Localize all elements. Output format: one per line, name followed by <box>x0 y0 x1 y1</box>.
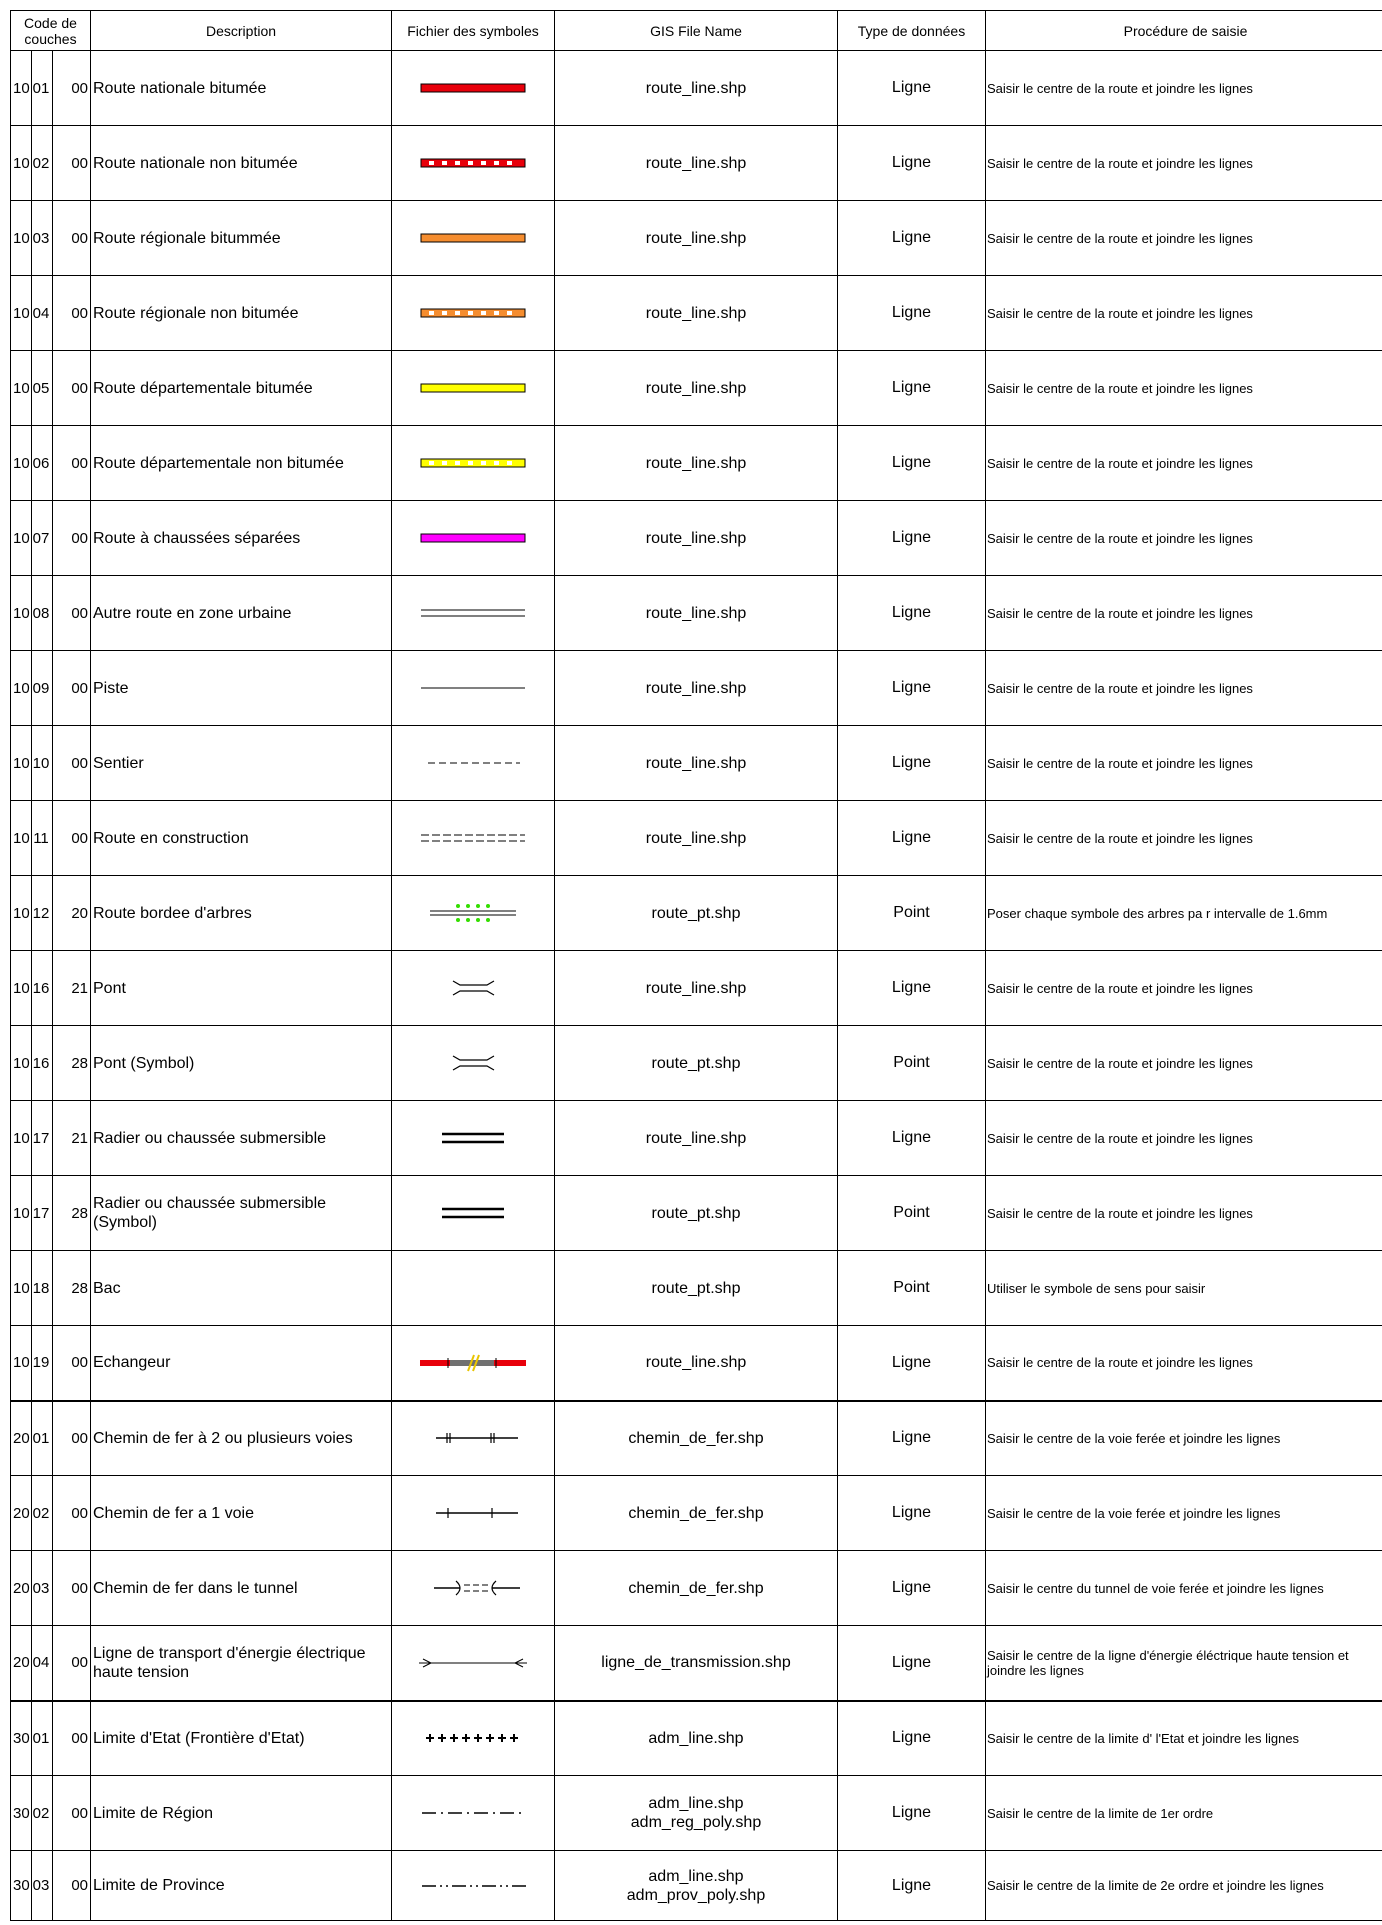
gis-file-name: ligne_de_transmission.shp <box>601 1654 791 1672</box>
code-group: 10 <box>11 426 32 501</box>
none-symbol <box>420 1279 526 1297</box>
procedure-cell: Saisir le centre de la route et joindre les lignes <box>986 351 1382 426</box>
description-cell: Sentier <box>91 726 392 801</box>
data-type-cell: Point <box>838 1251 986 1326</box>
code-subgroup: 02 <box>32 126 53 201</box>
code-suffix: 00 <box>53 201 91 276</box>
power-line-symbol <box>405 1654 541 1672</box>
double-dashed-line-symbol <box>420 829 526 847</box>
table-row <box>11 1851 1382 1921</box>
data-type-cell: Ligne <box>838 1476 986 1551</box>
symbol-cell <box>392 276 555 351</box>
code-suffix: 00 <box>53 351 91 426</box>
data-type-cell: Ligne <box>838 951 986 1026</box>
symbol-cell <box>392 1176 555 1251</box>
description-cell: Ligne de transport d'énergie électrique haute tension <box>91 1626 392 1701</box>
gis-file-cell <box>555 501 838 576</box>
gis-file-cell <box>555 801 838 876</box>
code-suffix: 00 <box>53 1701 91 1776</box>
gis-file-cell <box>555 876 838 951</box>
plus-line-symbol <box>420 1729 526 1747</box>
gis-file-name: adm_line.shp <box>648 1795 744 1812</box>
data-type-cell: Ligne <box>838 51 986 126</box>
gis-file-cell <box>555 726 838 801</box>
code-group: 30 <box>11 1776 32 1851</box>
procedure-cell: Saisir le centre de la voie ferée et joindre les lignes <box>986 1401 1382 1476</box>
code-subgroup: 04 <box>32 1626 53 1701</box>
dashed-line-symbol <box>420 754 526 772</box>
description-cell: Radier ou chaussée submersible (Symbol) <box>91 1176 392 1251</box>
gis-file-cell <box>555 1551 838 1626</box>
data-type-cell: Ligne <box>838 1701 986 1776</box>
code-subgroup: 17 <box>32 1101 53 1176</box>
gis-file-cell <box>555 1251 838 1326</box>
code-subgroup: 18 <box>32 1251 53 1326</box>
table-row <box>11 951 1382 1026</box>
code-group: 10 <box>11 1326 32 1401</box>
code-subgroup: 11 <box>32 801 53 876</box>
code-group: 10 <box>11 276 32 351</box>
gis-file-name: chemin_de_fer.shp <box>628 1429 764 1447</box>
code-group: 30 <box>11 1851 32 1921</box>
code-suffix: 00 <box>53 1326 91 1401</box>
table-row <box>11 651 1382 726</box>
gis-file-cell <box>555 1401 838 1476</box>
symbol-cell <box>392 1626 555 1701</box>
description-cell: Chemin de fer à 2 ou plusieurs voies <box>91 1401 392 1476</box>
data-type-cell: Ligne <box>838 276 986 351</box>
code-suffix: 00 <box>53 726 91 801</box>
symbol-cell <box>392 1551 555 1626</box>
header-gis: GIS File Name <box>555 11 838 51</box>
rail-tunnel-symbol <box>420 1579 526 1597</box>
double-thick-short-symbol <box>420 1129 526 1147</box>
description-cell: Route régionale bitummée <box>91 201 392 276</box>
table-row <box>11 876 1382 951</box>
data-type-cell: Ligne <box>838 426 986 501</box>
gis-file-name: route_line.shp <box>645 829 747 847</box>
description-cell: Route nationale non bitumée <box>91 126 392 201</box>
code-suffix: 00 <box>53 576 91 651</box>
data-type-cell: Ligne <box>838 1326 986 1401</box>
procedure-cell: Saisir le centre de la route et joindre les lignes <box>986 726 1382 801</box>
table-row <box>11 351 1382 426</box>
code-subgroup: 12 <box>32 876 53 951</box>
tree-lined-road-symbol <box>420 904 526 922</box>
header-code: Code de couches <box>11 11 91 51</box>
header-symbol: Fichier des symboles <box>392 11 555 51</box>
symbol-cell <box>392 1251 555 1326</box>
description-cell: Pont <box>91 951 392 1026</box>
description-cell: Route nationale bitumée <box>91 51 392 126</box>
gis-file-name: route_line.shp <box>645 1354 747 1372</box>
gis-file-cell <box>555 1326 838 1401</box>
code-subgroup: 06 <box>32 426 53 501</box>
symbol-cell <box>392 1026 555 1101</box>
procedure-cell: Saisir le centre de la voie ferée et joindre les lignes <box>986 1476 1382 1551</box>
gis-file-cell <box>555 1176 838 1251</box>
table-row <box>11 1476 1382 1551</box>
code-subgroup: 01 <box>32 1401 53 1476</box>
symbol-cell <box>392 1401 555 1476</box>
data-type-cell: Ligne <box>838 201 986 276</box>
code-suffix: 28 <box>53 1026 91 1101</box>
symbol-cell <box>392 1776 555 1851</box>
symbol-cell <box>392 726 555 801</box>
gis-file-cell <box>555 351 838 426</box>
procedure-cell: Utiliser le symbole de sens pour saisir <box>986 1251 1382 1326</box>
description-cell: Pont (Symbol) <box>91 1026 392 1101</box>
data-type-cell: Ligne <box>838 1776 986 1851</box>
code-group: 10 <box>11 726 32 801</box>
table-row <box>11 276 1382 351</box>
gis-file-cell <box>555 1626 838 1701</box>
procedure-cell: Saisir le centre de la route et joindre les lignes <box>986 426 1382 501</box>
interchange-symbol <box>420 1354 526 1372</box>
symbol-cell <box>392 426 555 501</box>
procedure-cell: Saisir le centre de la limite de 2e ordre et joindre les lignes <box>986 1851 1382 1921</box>
gis-file-cell <box>555 651 838 726</box>
procedure-cell: Saisir le centre de la route et joindre les lignes <box>986 576 1382 651</box>
table-row <box>11 1776 1382 1851</box>
code-group: 10 <box>11 351 32 426</box>
symbol-cell <box>392 1701 555 1776</box>
table-row <box>11 1701 1382 1776</box>
symbol-cell <box>392 1101 555 1176</box>
data-type-cell: Ligne <box>838 1101 986 1176</box>
table-row <box>11 201 1382 276</box>
code-suffix: 00 <box>53 126 91 201</box>
code-group: 10 <box>11 51 32 126</box>
gis-file-name: route_line.shp <box>645 454 747 472</box>
procedure-cell: Saisir le centre de la route et joindre les lignes <box>986 951 1382 1026</box>
data-type-cell: Ligne <box>838 576 986 651</box>
code-group: 20 <box>11 1476 32 1551</box>
code-group: 20 <box>11 1551 32 1626</box>
table-row <box>11 501 1382 576</box>
code-subgroup: 16 <box>32 1026 53 1101</box>
code-group: 10 <box>11 201 32 276</box>
procedure-cell: Saisir le centre de la route et joindre les lignes <box>986 126 1382 201</box>
table-row <box>11 1176 1382 1251</box>
code-suffix: 28 <box>53 1176 91 1251</box>
red-dashed-road-symbol <box>420 154 526 172</box>
code-suffix: 00 <box>53 501 91 576</box>
table-row <box>11 1551 1382 1626</box>
gis-file-cell <box>555 276 838 351</box>
gis-file-name: route_line.shp <box>645 979 747 997</box>
code-suffix: 00 <box>53 1476 91 1551</box>
gis-file-name: route_line.shp <box>645 154 747 172</box>
data-type-cell: Point <box>838 876 986 951</box>
description-cell: Route en construction <box>91 801 392 876</box>
procedure-cell: Saisir le centre de la route et joindre les lignes <box>986 1176 1382 1251</box>
header-row <box>11 11 1382 51</box>
code-subgroup: 10 <box>32 726 53 801</box>
gis-file-name: adm_reg_poly.shp <box>630 1814 762 1831</box>
code-suffix: 00 <box>53 1851 91 1921</box>
code-suffix: 00 <box>53 1626 91 1701</box>
gis-file-name: chemin_de_fer.shp <box>628 1579 764 1597</box>
data-type-cell: Ligne <box>838 1626 986 1701</box>
gis-file-name: route_line.shp <box>645 379 747 397</box>
symbol-cell <box>392 351 555 426</box>
description-cell: Limite d'Etat (Frontière d'Etat) <box>91 1701 392 1776</box>
gis-file-name: route_line.shp <box>645 229 747 247</box>
double-thick-short-symbol <box>420 1204 526 1222</box>
data-type-cell: Ligne <box>838 126 986 201</box>
description-cell: Route à chaussées séparées <box>91 501 392 576</box>
table-row <box>11 726 1382 801</box>
gis-file-cell <box>555 1701 838 1776</box>
gis-file-cell <box>555 1026 838 1101</box>
code-suffix: 21 <box>53 1101 91 1176</box>
dash-dot-dot-line-symbol <box>420 1877 526 1895</box>
data-type-cell: Point <box>838 1026 986 1101</box>
symbol-cell <box>392 201 555 276</box>
procedure-cell: Saisir le centre de la ligne d'énergie éléctrique haute tension et joindre les lignes <box>986 1626 1382 1701</box>
gis-file-name: route_pt.shp <box>651 904 741 922</box>
description-cell: Autre route en zone urbaine <box>91 576 392 651</box>
description-cell: Bac <box>91 1251 392 1326</box>
table-row <box>11 801 1382 876</box>
gis-file-name: route_line.shp <box>645 529 747 547</box>
procedure-cell: Saisir le centre de la route et joindre les lignes <box>986 801 1382 876</box>
code-group: 10 <box>11 801 32 876</box>
code-group: 10 <box>11 501 32 576</box>
code-subgroup: 07 <box>32 501 53 576</box>
code-group: 10 <box>11 1251 32 1326</box>
code-suffix: 20 <box>53 876 91 951</box>
table-row <box>11 1401 1382 1476</box>
description-cell: Route départementale bitumée <box>91 351 392 426</box>
orange-solid-road-symbol <box>420 229 526 247</box>
table-row <box>11 426 1382 501</box>
gis-file-name: adm_line.shp <box>648 1729 744 1747</box>
code-suffix: 28 <box>53 1251 91 1326</box>
description-cell: Limite de Province <box>91 1851 392 1921</box>
gis-file-name: route_pt.shp <box>651 1204 741 1222</box>
gis-file-name: adm_prov_poly.shp <box>626 1886 766 1904</box>
table-row <box>11 576 1382 651</box>
code-suffix: 00 <box>53 1776 91 1851</box>
symbol-cell <box>392 651 555 726</box>
code-subgroup: 19 <box>32 1326 53 1401</box>
gis-file-name: route_pt.shp <box>651 1054 741 1072</box>
code-suffix: 00 <box>53 1551 91 1626</box>
gis-file-name: route_line.shp <box>645 79 747 97</box>
gis-file-cell <box>555 1101 838 1176</box>
description-cell: Route départementale non bitumée <box>91 426 392 501</box>
yellow-solid-road-symbol <box>420 379 526 397</box>
code-subgroup: 08 <box>32 576 53 651</box>
code-suffix: 00 <box>53 426 91 501</box>
description-cell: Route régionale non bitumée <box>91 276 392 351</box>
table-row <box>11 1326 1382 1401</box>
code-subgroup: 03 <box>32 1551 53 1626</box>
code-subgroup: 17 <box>32 1176 53 1251</box>
procedure-cell: Poser chaque symbole des arbres pa r intervalle de 1.6mm <box>986 876 1382 951</box>
description-cell: Route bordee d'arbres <box>91 876 392 951</box>
gis-file-name: route_line.shp <box>645 1129 747 1147</box>
code-group: 10 <box>11 576 32 651</box>
gis-file-name: route_line.shp <box>645 604 747 622</box>
data-type-cell: Ligne <box>838 651 986 726</box>
table-row <box>11 1626 1382 1701</box>
magenta-solid-road-symbol <box>420 529 526 547</box>
code-subgroup: 01 <box>32 51 53 126</box>
gis-file-name: adm_line.shp <box>648 1867 744 1885</box>
gis-file-name: chemin_de_fer.shp <box>628 1504 764 1522</box>
gis-file-cell <box>555 1476 838 1551</box>
orange-dashed-road-symbol <box>420 304 526 322</box>
data-type-cell: Ligne <box>838 351 986 426</box>
code-group: 10 <box>11 1176 32 1251</box>
procedure-cell: Saisir le centre de la route et joindre les lignes <box>986 1326 1382 1401</box>
procedure-cell: Saisir le centre du tunnel de voie ferée et joindre les lignes <box>986 1551 1382 1626</box>
description-cell: Limite de Région <box>91 1776 392 1851</box>
code-group: 10 <box>11 1101 32 1176</box>
gis-file-cell <box>555 1776 838 1851</box>
legend-table <box>10 10 1382 1921</box>
bridge-symbol <box>420 1054 526 1072</box>
procedure-cell: Saisir le centre de la route et joindre les lignes <box>986 1101 1382 1176</box>
code-group: 20 <box>11 1626 32 1701</box>
table-row <box>11 1251 1382 1326</box>
code-suffix: 00 <box>53 801 91 876</box>
symbol-cell <box>392 951 555 1026</box>
table-row <box>11 126 1382 201</box>
symbol-cell <box>392 1476 555 1551</box>
description-cell: Chemin de fer dans le tunnel <box>91 1551 392 1626</box>
data-type-cell: Ligne <box>838 501 986 576</box>
table-row <box>11 1101 1382 1176</box>
gis-file-cell <box>555 951 838 1026</box>
code-suffix: 00 <box>53 276 91 351</box>
header-procedure: Procédure de saisie <box>986 11 1382 51</box>
gis-file-name: route_line.shp <box>645 679 747 697</box>
double-thin-line-symbol <box>420 604 526 622</box>
gis-file-cell <box>555 426 838 501</box>
table-body <box>11 51 1382 1921</box>
gis-file-cell <box>555 51 838 126</box>
procedure-cell: Saisir le centre de la route et joindre les lignes <box>986 201 1382 276</box>
code-group: 20 <box>11 1401 32 1476</box>
description-cell: Radier ou chaussée submersible <box>91 1101 392 1176</box>
data-type-cell: Ligne <box>838 726 986 801</box>
gis-file-cell <box>555 201 838 276</box>
description-cell: Piste <box>91 651 392 726</box>
symbol-cell <box>392 126 555 201</box>
code-subgroup: 02 <box>32 1476 53 1551</box>
procedure-cell: Saisir le centre de la route et joindre les lignes <box>986 1026 1382 1101</box>
procedure-cell: Saisir le centre de la limite d' l'Etat et joindre les lignes <box>986 1701 1382 1776</box>
code-group: 10 <box>11 876 32 951</box>
dash-dot-line-symbol <box>420 1804 526 1822</box>
code-group: 30 <box>11 1701 32 1776</box>
gis-file-cell <box>555 1851 838 1921</box>
gis-file-name: route_line.shp <box>645 754 747 772</box>
symbol-cell <box>392 51 555 126</box>
procedure-cell: Saisir le centre de la route et joindre les lignes <box>986 51 1382 126</box>
code-suffix: 00 <box>53 651 91 726</box>
gis-file-cell <box>555 126 838 201</box>
code-subgroup: 01 <box>32 1701 53 1776</box>
code-subgroup: 03 <box>32 1851 53 1921</box>
code-suffix: 21 <box>53 951 91 1026</box>
symbol-cell <box>392 1326 555 1401</box>
symbol-cell <box>392 801 555 876</box>
data-type-cell: Ligne <box>838 1851 986 1921</box>
bridge-symbol <box>420 979 526 997</box>
code-group: 10 <box>11 1026 32 1101</box>
procedure-cell: Saisir le centre de la route et joindre les lignes <box>986 501 1382 576</box>
single-thin-line-symbol <box>420 679 526 697</box>
data-type-cell: Ligne <box>838 1551 986 1626</box>
table-row <box>11 1026 1382 1101</box>
code-group: 10 <box>11 126 32 201</box>
yellow-dashed-road-symbol <box>420 454 526 472</box>
red-solid-road-symbol <box>420 79 526 97</box>
code-group: 10 <box>11 951 32 1026</box>
code-subgroup: 16 <box>32 951 53 1026</box>
header-description: Description <box>91 11 392 51</box>
symbol-cell <box>392 1851 555 1921</box>
code-subgroup: 03 <box>32 201 53 276</box>
rail-single-symbol <box>420 1504 526 1522</box>
header-type: Type de données <box>838 11 986 51</box>
description-cell: Chemin de fer a 1 voie <box>91 1476 392 1551</box>
data-type-cell: Point <box>838 1176 986 1251</box>
code-suffix: 00 <box>53 51 91 126</box>
code-subgroup: 05 <box>32 351 53 426</box>
symbol-cell <box>392 576 555 651</box>
procedure-cell: Saisir le centre de la limite de 1er ordre <box>986 1776 1382 1851</box>
symbol-cell <box>392 876 555 951</box>
code-group: 10 <box>11 651 32 726</box>
gis-file-name: route_pt.shp <box>651 1279 741 1297</box>
gis-file-name: route_line.shp <box>645 304 747 322</box>
data-type-cell: Ligne <box>838 1401 986 1476</box>
code-subgroup: 04 <box>32 276 53 351</box>
gis-file-cell <box>555 576 838 651</box>
procedure-cell: Saisir le centre de la route et joindre les lignes <box>986 276 1382 351</box>
code-suffix: 00 <box>53 1401 91 1476</box>
description-cell: Echangeur <box>91 1326 392 1401</box>
rail-double-symbol <box>420 1429 526 1447</box>
code-subgroup: 09 <box>32 651 53 726</box>
procedure-cell: Saisir le centre de la route et joindre les lignes <box>986 651 1382 726</box>
symbol-cell <box>392 501 555 576</box>
data-type-cell: Ligne <box>838 801 986 876</box>
table-row <box>11 51 1382 126</box>
code-subgroup: 02 <box>32 1776 53 1851</box>
